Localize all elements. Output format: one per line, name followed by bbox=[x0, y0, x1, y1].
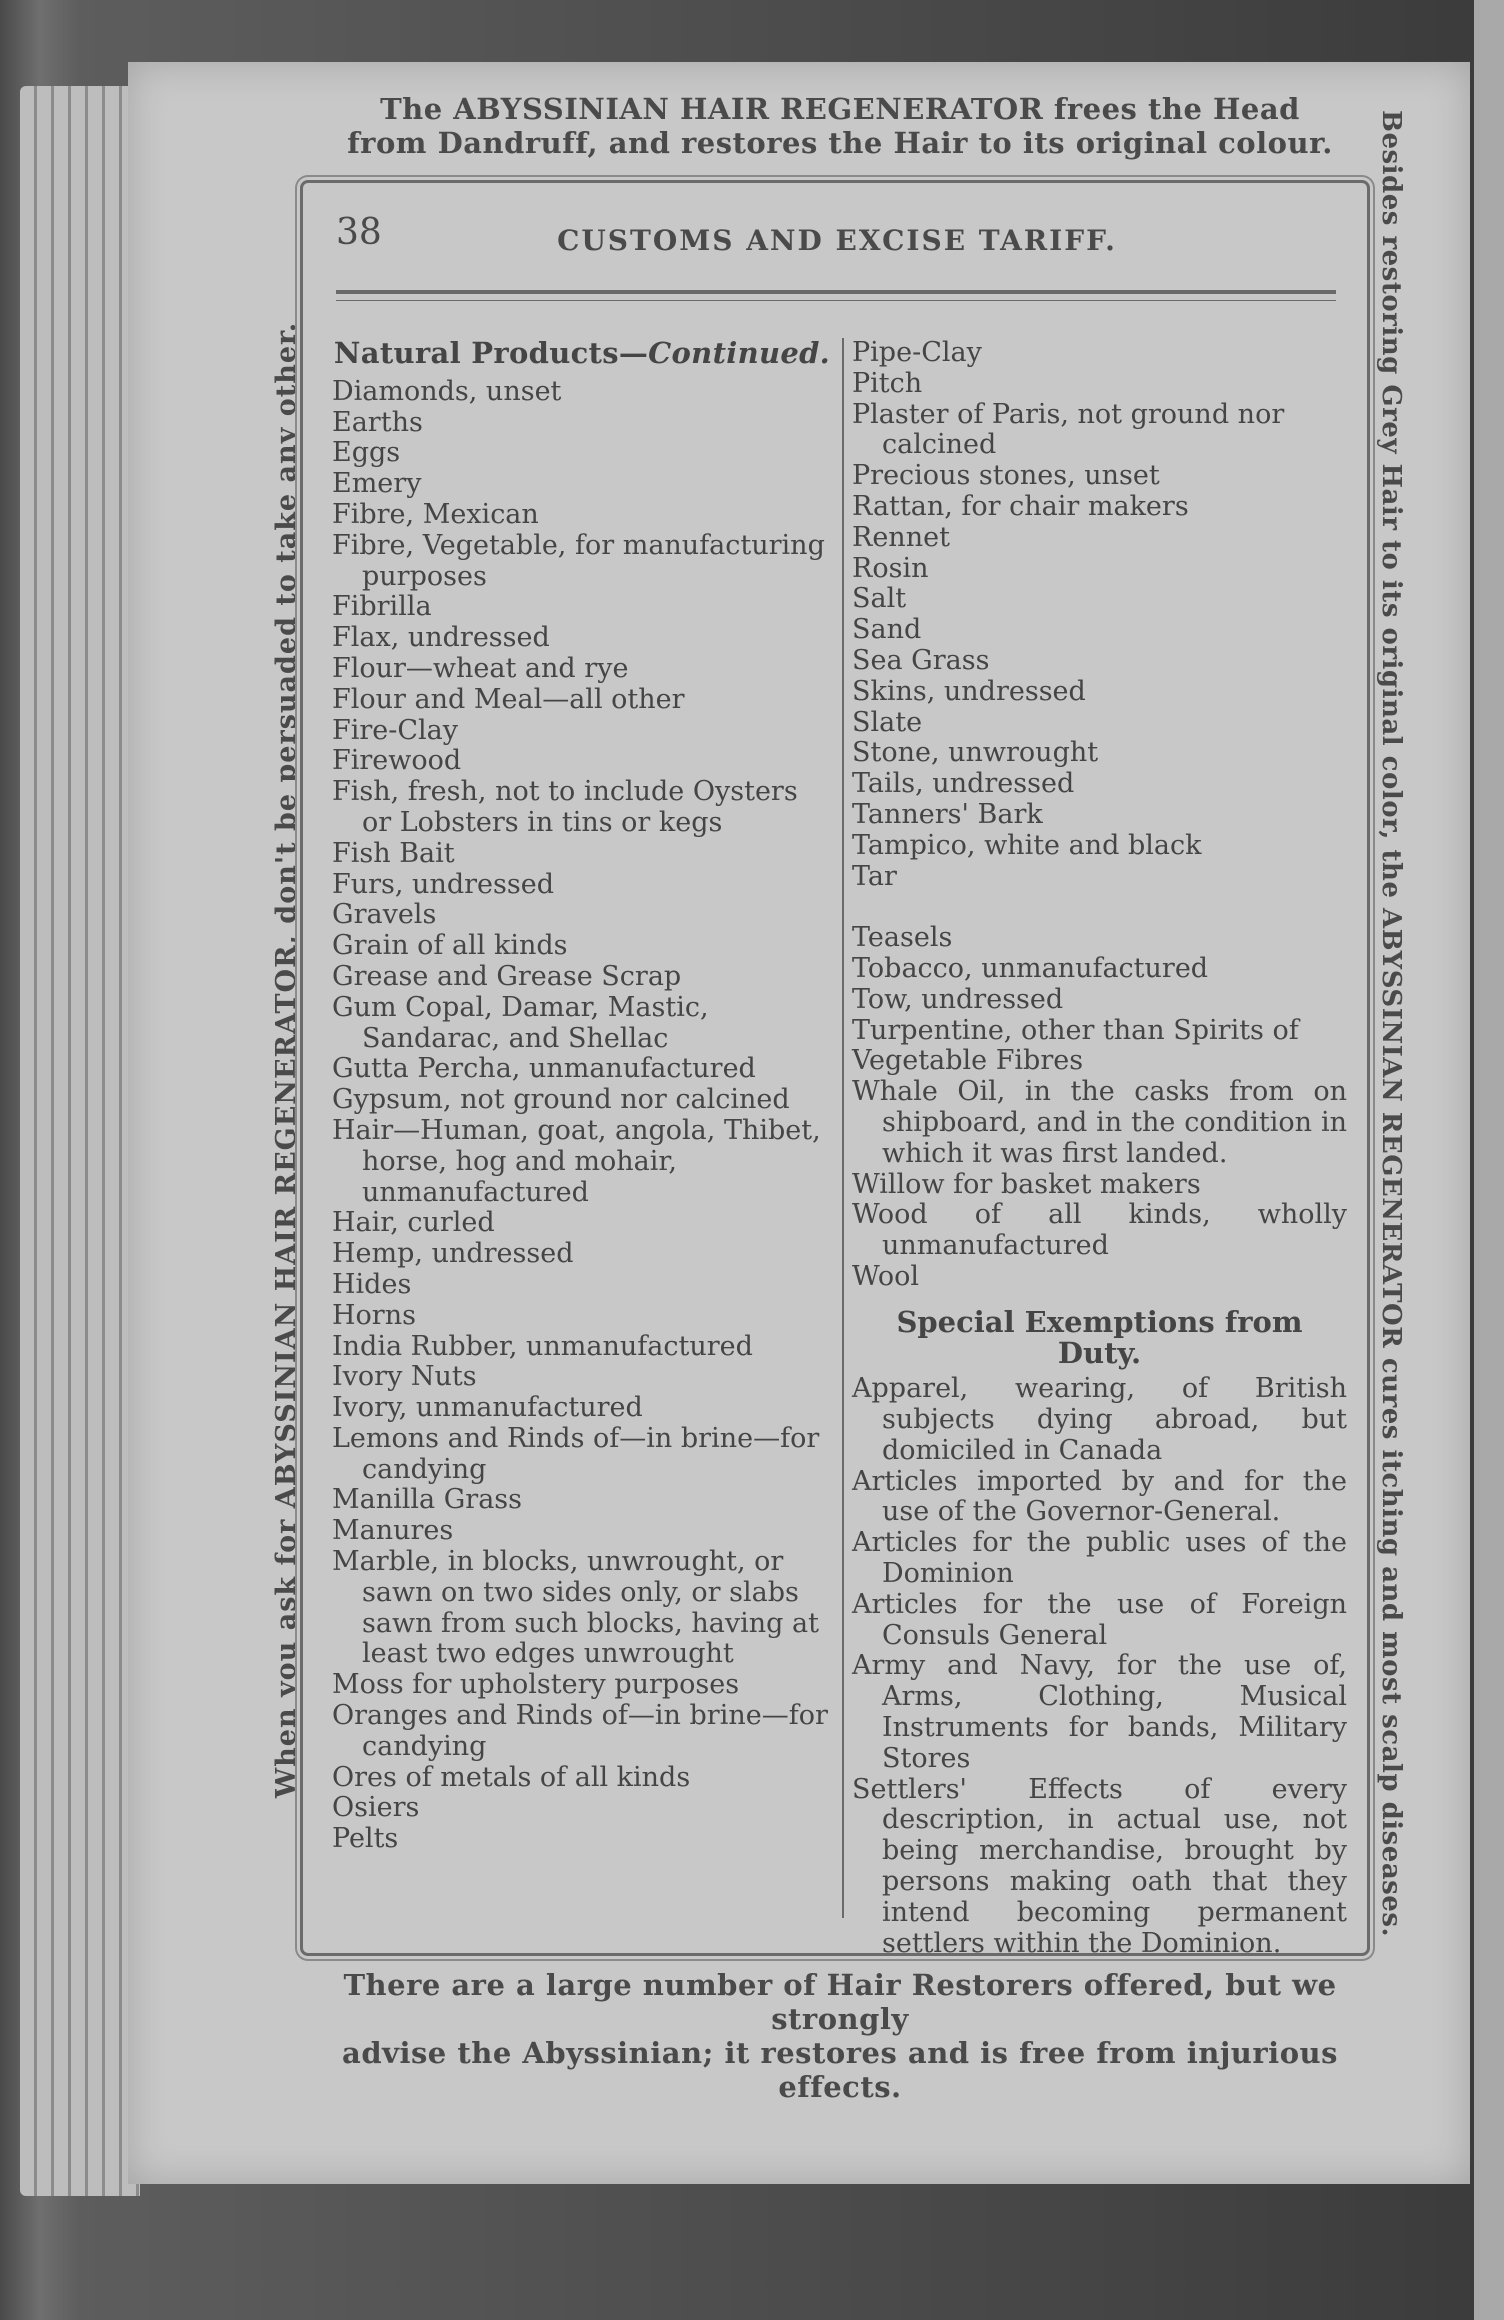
tariff-entry: Hair, curled bbox=[332, 1207, 495, 1239]
tariff-entry: Pipe-Clay bbox=[852, 337, 982, 368]
tariff-entry: Teasels bbox=[852, 922, 953, 954]
tariff-entry: Eggs bbox=[332, 437, 401, 469]
tariff-entry: Hair—Human, goat, angola, Thibet, horse, hog and mohair, unmanufactured bbox=[332, 1114, 821, 1208]
tariff-entry: Skins, undressed bbox=[852, 675, 1086, 707]
tariff-entry: Vegetable Fibres bbox=[852, 1045, 1084, 1077]
tariff-entry: Rosin bbox=[852, 552, 929, 584]
tariff-entry: Flax, undressed bbox=[332, 622, 550, 654]
tariff-entry: Rennet bbox=[852, 521, 950, 553]
tariff-entry: Fibrilla bbox=[332, 591, 432, 623]
tariff-entry: Oranges and Rinds of—in brine—for candying bbox=[332, 1700, 828, 1762]
left-column bbox=[332, 338, 832, 1855]
tariff-entry: Pitch bbox=[852, 367, 923, 399]
tariff-entry: Lemons and Rinds of—in brine—for candying bbox=[332, 1422, 820, 1485]
tariff-entry: Flour and Meal—all other bbox=[332, 683, 685, 715]
ad-bottom-line-1: There are a large number of Hair Restorers offered, but we strongly bbox=[343, 1968, 1337, 2036]
tariff-entry: Tar bbox=[852, 860, 897, 892]
tariff-entry: Flour—wheat and rye bbox=[332, 652, 629, 684]
tariff-entry: Apparel, wearing, of British subjects dying abroad, but domiciled in Canada bbox=[852, 1373, 1347, 1466]
tariff-entry: Plaster of Paris, not ground nor calcined bbox=[852, 398, 1285, 461]
tariff-entry: Osiers bbox=[332, 1792, 420, 1824]
special-exemptions-list bbox=[852, 1374, 1347, 1959]
header-rule-thick bbox=[336, 290, 1336, 294]
book-page-edges bbox=[20, 86, 140, 2196]
right-entry-list-a bbox=[852, 338, 1347, 892]
tariff-entry: Tampico, white and black bbox=[852, 829, 1202, 861]
tariff-entry: Gypsum, not ground nor calcined bbox=[332, 1084, 790, 1116]
tariff-entry: Diamonds, unset bbox=[332, 375, 562, 407]
ad-top-line-2: from Dandruff, and restores the Hair to its original colour. bbox=[347, 126, 1333, 160]
tariff-entry: Stone, unwrought bbox=[852, 737, 1099, 769]
column-divider bbox=[842, 338, 844, 1918]
tariff-entry: Earths bbox=[332, 406, 423, 438]
tariff-entry: Manilla Grass bbox=[332, 1484, 523, 1516]
tariff-entry: Slate bbox=[852, 706, 923, 738]
tariff-entry: Articles for the public uses of the Dominion bbox=[852, 1527, 1347, 1590]
tariff-entry: Tobacco, unmanufactured bbox=[852, 952, 1209, 984]
right-column bbox=[852, 338, 1347, 1959]
header-rule-thin bbox=[336, 300, 1336, 301]
tariff-entry: Articles for the use of Foreign Consuls General bbox=[852, 1588, 1347, 1651]
tariff-entry: Gravels bbox=[332, 899, 437, 931]
tariff-entry: Precious stones, unset bbox=[852, 460, 1160, 492]
section-heading-natural-products bbox=[332, 338, 832, 369]
tariff-entry: Furs, undressed bbox=[332, 868, 554, 900]
tariff-entry: Articles imported by and for the use of the Governor-General. bbox=[852, 1465, 1347, 1528]
tariff-entry: Hides bbox=[332, 1268, 412, 1300]
tariff-entry: Gum Copal, Damar, Mastic, Sandarac, and Shellac bbox=[332, 991, 709, 1054]
tariff-entry: Horns bbox=[332, 1299, 416, 1331]
page-title: CUSTOMS AND EXCISE TARIFF. bbox=[557, 224, 1117, 257]
page-header bbox=[332, 212, 1342, 272]
tariff-entry: Tanners' Bark bbox=[852, 798, 1043, 830]
advertisement-top bbox=[290, 92, 1390, 160]
page-number: 38 bbox=[336, 212, 382, 253]
right-entry-list-b bbox=[852, 923, 1347, 1293]
tariff-entry: Sand bbox=[852, 614, 922, 646]
tariff-entry: Army and Navy, for the use of, Arms, Clothing, Musical Instruments for bands, Military Stores bbox=[852, 1650, 1347, 1774]
tariff-entry: Firewood bbox=[332, 745, 462, 777]
tariff-entry: Marble, in blocks, unwrought, or sawn on two sides only, or slabs sawn from such blocks, having at least two edges unwrought bbox=[332, 1546, 819, 1670]
tariff-entry: Wool bbox=[852, 1260, 920, 1292]
tariff-entry: Turpentine, other than Spirits of bbox=[852, 1014, 1299, 1046]
tariff-entry: Whale Oil, in the casks from on shipboard, and in the condition in which it was first landed. bbox=[852, 1076, 1347, 1169]
tariff-entry: Fire-Clay bbox=[332, 714, 459, 746]
tariff-entry: Ivory Nuts bbox=[332, 1361, 477, 1393]
tariff-entry: Moss for upholstery purposes bbox=[332, 1669, 740, 1701]
advertisement-bottom bbox=[290, 1968, 1390, 2104]
tariff-entry: Ivory, unmanufactured bbox=[332, 1392, 643, 1424]
tariff-entry: Willow for basket makers bbox=[852, 1168, 1201, 1200]
next-page-strip bbox=[1474, 0, 1504, 2320]
tariff-entry: Settlers' Effects of every description, in actual use, not being merchandise, brought by persons making oath that they intend becoming permanent settlers within the Dominion. bbox=[852, 1773, 1347, 1959]
section-heading-main: Natural Products— bbox=[333, 336, 649, 370]
tariff-entry: Gutta Percha, unmanufactured bbox=[332, 1053, 756, 1085]
ad-top-line-1: The ABYSSINIAN HAIR REGENERATOR frees the Head bbox=[380, 92, 1300, 126]
tariff-entry: Ores of metals of all kinds bbox=[332, 1761, 691, 1793]
section-heading-special-exemptions: Special Exemptions from Duty. bbox=[896, 1304, 1303, 1370]
section-heading-continued: Continued. bbox=[648, 336, 831, 370]
tariff-entry: Fibre, Vegetable, for manufacturing purposes bbox=[332, 529, 825, 592]
tariff-entry: Hemp, undressed bbox=[332, 1238, 574, 1270]
tariff-entry: Tow, undressed bbox=[852, 983, 1064, 1015]
tariff-entry: Fish Bait bbox=[332, 837, 455, 869]
tariff-entry: Pelts bbox=[332, 1823, 399, 1855]
left-entry-list bbox=[332, 377, 832, 1855]
tariff-entry: Wood of all kinds, wholly unmanufactured bbox=[852, 1199, 1347, 1262]
tariff-entry: Fibre, Mexican bbox=[332, 498, 539, 530]
tariff-entry: Emery bbox=[332, 468, 422, 500]
tariff-entry: India Rubber, unmanufactured bbox=[332, 1330, 753, 1362]
tariff-entry: Grain of all kinds bbox=[332, 930, 568, 962]
list-gap bbox=[852, 892, 1347, 923]
tariff-entry: Sea Grass bbox=[852, 644, 990, 676]
tariff-entry: Tails, undressed bbox=[852, 768, 1075, 800]
tariff-entry: Grease and Grease Scrap bbox=[332, 960, 682, 992]
tariff-entry: Rattan, for chair makers bbox=[852, 490, 1189, 522]
tariff-entry: Fish, fresh, not to include Oysters or Lobsters in tins or kegs bbox=[332, 776, 798, 838]
advertisement-right-vertical: Besides restoring Grey Hair to its original color, the ABYSSINIAN REGENERATOR cures itching and most scalp diseases. bbox=[1376, 110, 1406, 1938]
ad-bottom-line-2: advise the Abyssinian; it restores and is free from injurious effects. bbox=[342, 2036, 1338, 2104]
advertisement-left-vertical: When you ask for ABYSSINIAN HAIR REGENERATOR, don't be persuaded to take any other. bbox=[271, 321, 302, 1799]
tariff-entry: Salt bbox=[852, 583, 907, 615]
tariff-entry: Manures bbox=[332, 1515, 454, 1547]
